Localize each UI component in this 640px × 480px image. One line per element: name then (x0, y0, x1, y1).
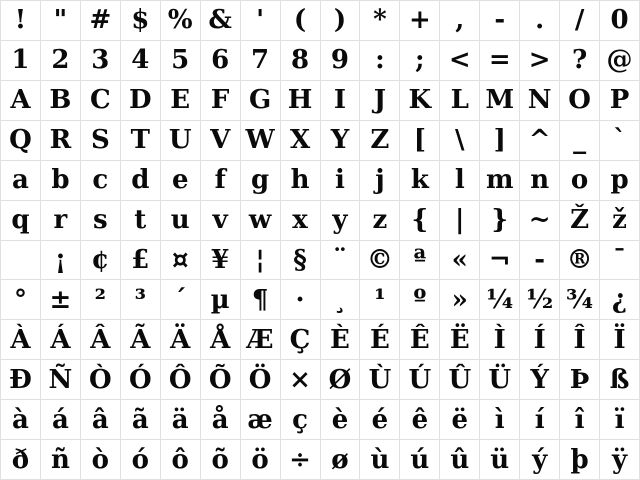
glyph-cell[interactable]: ( (281, 1, 320, 40)
glyph-cell[interactable]: h (281, 161, 320, 200)
glyph-cell[interactable]: Å (201, 320, 240, 359)
glyph-cell[interactable]: m (480, 161, 519, 200)
glyph-cell[interactable]: Í (520, 320, 559, 359)
glyph-cell[interactable]: ¦ (241, 241, 280, 280)
glyph-cell[interactable]: 3 (81, 41, 120, 80)
glyph-cell[interactable]: d (121, 161, 160, 200)
glyph-cell[interactable]: D (121, 81, 160, 120)
glyph-cell[interactable]: 4 (121, 41, 160, 80)
glyph-cell[interactable]: Ù (360, 360, 399, 399)
glyph-cell[interactable]: Ä (161, 320, 200, 359)
glyph-cell[interactable]: · (281, 280, 320, 319)
glyph-cell[interactable]: ¾ (560, 280, 599, 319)
glyph-cell[interactable]: F (201, 81, 240, 120)
glyph-cell[interactable]: Ð (1, 360, 40, 399)
glyph-cell[interactable]: > (520, 41, 559, 80)
glyph-cell[interactable]: ¸ (321, 280, 360, 319)
glyph-cell[interactable]: ç (281, 400, 320, 439)
glyph-cell[interactable]: - (520, 241, 559, 280)
glyph-cell[interactable]: ª (400, 241, 439, 280)
glyph-cell[interactable]: ° (1, 280, 40, 319)
glyph-cell[interactable]: q (1, 201, 40, 240)
glyph-cell[interactable]: ¹ (360, 280, 399, 319)
glyph-cell[interactable]: ì (480, 400, 519, 439)
glyph-cell[interactable]: £ (121, 241, 160, 280)
glyph-cell[interactable]: ¬ (480, 241, 519, 280)
glyph-cell[interactable]: í (520, 400, 559, 439)
glyph-cell[interactable]: j (360, 161, 399, 200)
glyph-cell[interactable] (1, 241, 40, 280)
glyph-cell[interactable]: K (400, 81, 439, 120)
glyph-cell[interactable]: g (241, 161, 280, 200)
glyph-cell[interactable]: u (161, 201, 200, 240)
glyph-cell[interactable]: ñ (41, 440, 80, 479)
glyph-cell[interactable]: 7 (241, 41, 280, 80)
glyph-cell[interactable]: ® (560, 241, 599, 280)
glyph-cell[interactable]: 5 (161, 41, 200, 80)
glyph-cell[interactable]: a (1, 161, 40, 200)
glyph-cell[interactable]: t (121, 201, 160, 240)
glyph-cell[interactable]: Ì (480, 320, 519, 359)
glyph-cell[interactable]: J (360, 81, 399, 120)
glyph-cell[interactable]: Ø (321, 360, 360, 399)
glyph-cell[interactable]: < (440, 41, 479, 80)
glyph-cell[interactable]: É (360, 320, 399, 359)
glyph-cell[interactable]: [ (400, 121, 439, 160)
glyph-cell[interactable]: % (161, 1, 200, 40)
glyph-cell[interactable]: \ (440, 121, 479, 160)
glyph-cell[interactable]: õ (201, 440, 240, 479)
glyph-cell[interactable]: è (321, 400, 360, 439)
glyph-cell[interactable]: O (560, 81, 599, 120)
glyph-cell[interactable]: Ò (81, 360, 120, 399)
glyph-cell[interactable]: l (440, 161, 479, 200)
glyph-cell[interactable]: S (81, 121, 120, 160)
glyph-cell[interactable]: P (600, 81, 639, 120)
glyph-cell[interactable]: f (201, 161, 240, 200)
glyph-cell[interactable]: Ý (520, 360, 559, 399)
glyph-cell[interactable]: U (161, 121, 200, 160)
glyph-cell[interactable]: ÷ (281, 440, 320, 479)
glyph-cell[interactable]: ³ (121, 280, 160, 319)
glyph-cell[interactable]: ± (41, 280, 80, 319)
glyph-cell[interactable]: H (281, 81, 320, 120)
glyph-cell[interactable]: G (241, 81, 280, 120)
glyph-cell[interactable]: k (400, 161, 439, 200)
glyph-cell[interactable]: Ó (121, 360, 160, 399)
glyph-cell[interactable]: À (1, 320, 40, 359)
glyph-cell[interactable]: ü (480, 440, 519, 479)
glyph-cell[interactable]: ð (1, 440, 40, 479)
glyph-cell[interactable]: Ô (161, 360, 200, 399)
glyph-cell[interactable]: 6 (201, 41, 240, 80)
glyph-cell[interactable]: s (81, 201, 120, 240)
glyph-cell[interactable]: 2 (41, 41, 80, 80)
glyph-cell[interactable]: Ž (560, 201, 599, 240)
glyph-cell[interactable]: B (41, 81, 80, 120)
glyph-cell[interactable]: Q (1, 121, 40, 160)
glyph-cell[interactable]: ] (480, 121, 519, 160)
glyph-cell[interactable]: ¨ (321, 241, 360, 280)
glyph-cell[interactable]: ã (121, 400, 160, 439)
glyph-cell[interactable]: ' (241, 1, 280, 40)
glyph-cell[interactable]: ½ (520, 280, 559, 319)
glyph-cell[interactable]: # (81, 1, 120, 40)
glyph-cell[interactable]: ê (400, 400, 439, 439)
glyph-cell[interactable]: ´ (161, 280, 200, 319)
glyph-cell[interactable]: Ë (440, 320, 479, 359)
glyph-cell[interactable]: Ü (480, 360, 519, 399)
glyph-cell[interactable]: 8 (281, 41, 320, 80)
glyph-cell[interactable]: ¢ (81, 241, 120, 280)
glyph-cell[interactable]: ^ (520, 121, 559, 160)
glyph-cell[interactable]: Y (321, 121, 360, 160)
glyph-cell[interactable]: ï (600, 400, 639, 439)
glyph-cell[interactable]: w (241, 201, 280, 240)
glyph-cell[interactable]: Â (81, 320, 120, 359)
glyph-cell[interactable]: ø (321, 440, 360, 479)
glyph-cell[interactable]: { (400, 201, 439, 240)
glyph-cell[interactable]: _ (560, 121, 599, 160)
glyph-cell[interactable]: Æ (241, 320, 280, 359)
glyph-cell[interactable]: T (121, 121, 160, 160)
glyph-cell[interactable]: ò (81, 440, 120, 479)
glyph-cell[interactable]: } (480, 201, 519, 240)
glyph-cell[interactable]: / (560, 1, 599, 40)
glyph-cell[interactable]: Ç (281, 320, 320, 359)
glyph-cell[interactable]: " (41, 1, 80, 40)
glyph-cell[interactable]: @ (600, 41, 639, 80)
glyph-cell[interactable]: ¥ (201, 241, 240, 280)
glyph-cell[interactable]: å (201, 400, 240, 439)
glyph-cell[interactable]: à (1, 400, 40, 439)
glyph-cell[interactable]: 0 (600, 1, 639, 40)
glyph-cell[interactable]: I (321, 81, 360, 120)
glyph-cell[interactable]: y (321, 201, 360, 240)
glyph-cell[interactable]: ž (600, 201, 639, 240)
glyph-cell[interactable]: ~ (520, 201, 559, 240)
glyph-cell[interactable]: * (360, 1, 399, 40)
glyph-cell[interactable]: 1 (1, 41, 40, 80)
glyph-cell[interactable]: ! (1, 1, 40, 40)
glyph-cell[interactable]: + (400, 1, 439, 40)
glyph-cell[interactable]: ¿ (600, 280, 639, 319)
glyph-cell[interactable]: R (41, 121, 80, 160)
glyph-cell[interactable]: ² (81, 280, 120, 319)
glyph-cell[interactable]: ý (520, 440, 559, 479)
glyph-cell[interactable]: ë (440, 400, 479, 439)
glyph-cell[interactable]: Ú (400, 360, 439, 399)
glyph-cell[interactable]: v (201, 201, 240, 240)
glyph-cell[interactable]: r (41, 201, 80, 240)
glyph-cell[interactable]: V (201, 121, 240, 160)
glyph-cell[interactable]: W (241, 121, 280, 160)
glyph-cell[interactable]: ä (161, 400, 200, 439)
glyph-cell[interactable]: ú (400, 440, 439, 479)
glyph-cell[interactable]: : (360, 41, 399, 80)
glyph-cell[interactable]: Á (41, 320, 80, 359)
glyph-cell[interactable]: Ö (241, 360, 280, 399)
glyph-cell[interactable]: Ï (600, 320, 639, 359)
glyph-cell[interactable]: ÿ (600, 440, 639, 479)
glyph-cell[interactable]: b (41, 161, 80, 200)
glyph-cell[interactable]: i (321, 161, 360, 200)
glyph-cell[interactable]: Û (440, 360, 479, 399)
glyph-cell[interactable]: æ (241, 400, 280, 439)
glyph-cell[interactable]: L (440, 81, 479, 120)
glyph-cell[interactable]: Ê (400, 320, 439, 359)
glyph-cell[interactable]: ? (560, 41, 599, 80)
glyph-cell[interactable]: ¼ (480, 280, 519, 319)
glyph-cell[interactable]: M (480, 81, 519, 120)
glyph-cell[interactable]: ) (321, 1, 360, 40)
glyph-cell[interactable]: . (520, 1, 559, 40)
glyph-cell[interactable]: o (560, 161, 599, 200)
glyph-cell[interactable]: Î (560, 320, 599, 359)
glyph-cell[interactable]: | (440, 201, 479, 240)
glyph-cell[interactable]: Ñ (41, 360, 80, 399)
glyph-cell[interactable]: e (161, 161, 200, 200)
glyph-cell[interactable]: ¤ (161, 241, 200, 280)
glyph-cell[interactable]: » (440, 280, 479, 319)
glyph-cell[interactable]: ¡ (41, 241, 80, 280)
glyph-cell[interactable]: é (360, 400, 399, 439)
glyph-cell[interactable]: A (1, 81, 40, 120)
glyph-cell[interactable]: - (480, 1, 519, 40)
glyph-cell[interactable]: ; (400, 41, 439, 80)
glyph-cell[interactable]: « (440, 241, 479, 280)
glyph-cell[interactable]: î (560, 400, 599, 439)
glyph-cell[interactable]: 9 (321, 41, 360, 80)
glyph-cell[interactable]: Z (360, 121, 399, 160)
glyph-cell[interactable]: ¶ (241, 280, 280, 319)
glyph-cell[interactable]: z (360, 201, 399, 240)
glyph-cell[interactable]: p (600, 161, 639, 200)
glyph-cell[interactable]: C (81, 81, 120, 120)
glyph-cell[interactable]: $ (121, 1, 160, 40)
glyph-cell[interactable]: c (81, 161, 120, 200)
glyph-cell[interactable]: ô (161, 440, 200, 479)
glyph-cell[interactable]: § (281, 241, 320, 280)
glyph-cell[interactable]: Õ (201, 360, 240, 399)
glyph-cell[interactable]: E (161, 81, 200, 120)
glyph-cell[interactable]: © (360, 241, 399, 280)
glyph-cell[interactable]: ö (241, 440, 280, 479)
glyph-cell[interactable]: ó (121, 440, 160, 479)
glyph-cell[interactable]: ¯ (600, 241, 639, 280)
glyph-cell[interactable]: â (81, 400, 120, 439)
glyph-cell[interactable]: Þ (560, 360, 599, 399)
glyph-cell[interactable]: X (281, 121, 320, 160)
glyph-cell[interactable]: þ (560, 440, 599, 479)
glyph-cell[interactable]: ß (600, 360, 639, 399)
glyph-cell[interactable]: x (281, 201, 320, 240)
glyph-cell[interactable]: µ (201, 280, 240, 319)
glyph-cell[interactable]: ù (360, 440, 399, 479)
glyph-cell[interactable]: Ã (121, 320, 160, 359)
glyph-cell[interactable]: n (520, 161, 559, 200)
glyph-cell[interactable]: º (400, 280, 439, 319)
glyph-cell[interactable]: & (201, 1, 240, 40)
glyph-cell[interactable]: = (480, 41, 519, 80)
glyph-cell[interactable]: N (520, 81, 559, 120)
glyph-cell[interactable]: á (41, 400, 80, 439)
glyph-cell[interactable]: ` (600, 121, 639, 160)
glyph-cell[interactable]: × (281, 360, 320, 399)
glyph-cell[interactable]: È (321, 320, 360, 359)
glyph-cell[interactable]: , (440, 1, 479, 40)
glyph-cell[interactable]: û (440, 440, 479, 479)
